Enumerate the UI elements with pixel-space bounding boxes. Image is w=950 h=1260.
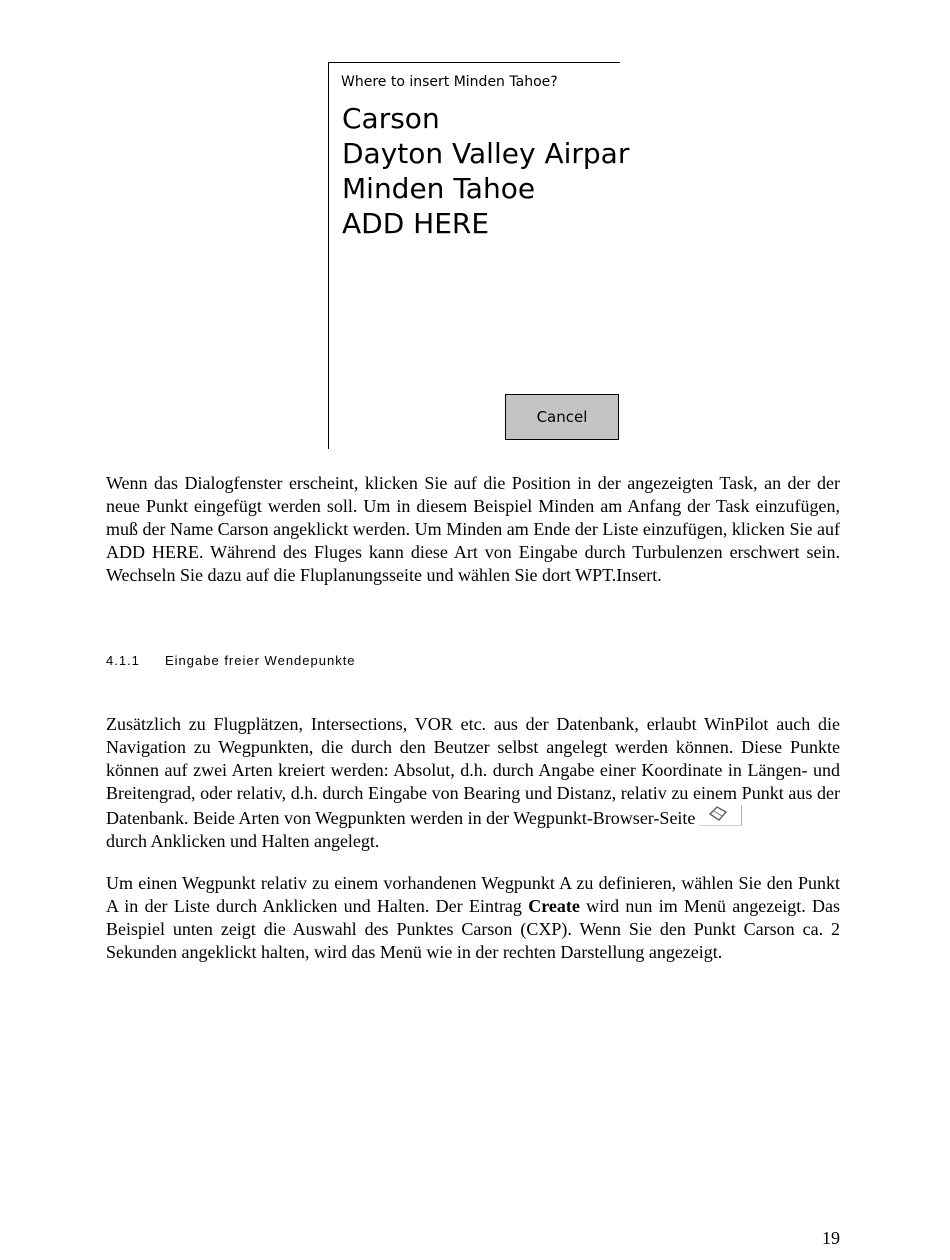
task-item-dayton-valley[interactable]: Dayton Valley Airpar bbox=[342, 137, 630, 170]
task-item-carson[interactable]: Carson bbox=[342, 102, 440, 135]
cancel-button[interactable]: Cancel bbox=[505, 394, 619, 440]
paragraph-relative-waypoint bbox=[106, 872, 840, 964]
dialog-title: Where to insert Minden Tahoe? bbox=[341, 74, 558, 90]
create-keyword: Create bbox=[528, 896, 580, 916]
paragraph-free-waypoints bbox=[106, 713, 840, 853]
section-number: 4.1.1 bbox=[106, 653, 140, 668]
task-item-add-here[interactable]: ADD HERE bbox=[342, 207, 490, 240]
paragraph-text-part2: wird nun im Menü angezeigt. Das Beispiel unten zeigt die Auswahl des Punktes Carson (CXP). Wenn Sie den Punkt Carson ca. 2 Sekunden angeklickt halten, wird das Menü wie in der rechten Darstellung angezeigt. bbox=[106, 896, 840, 962]
paragraph-text-after-icon: durch Anklicken und Halten angelegt. bbox=[106, 831, 380, 851]
section-heading bbox=[106, 653, 356, 668]
paragraph-text-part1: Um einen Wegpunkt relativ zu einem vorhandenen Wegpunkt A zu definieren, wählen Sie den Punkt A in der Liste durch Anklicken und Halten. Der Eintrag bbox=[106, 873, 840, 916]
insert-waypoint-dialog bbox=[328, 62, 630, 449]
section-title: Eingabe freier Wendepunkte bbox=[165, 653, 356, 668]
paragraph-insert-instructions: Wenn das Dialogfenster erscheint, klicken Sie auf die Position in der angezeigten Task, an der der neue Punkt eingefügt werden soll. Um in diesem Beispiel Minden am Anfang der Task einzufügen, muß der Name Carson angeklickt werden. Um Minden am Ende der Liste einzufügen, klicken Sie auf ADD HERE. Während des Fluges kann diese Art von Eingabe durch Turbulenzen erschwert sein. Wechseln Sie dazu auf die Fluplanungsseite und wählen Sie dort WPT.Insert. bbox=[106, 473, 840, 585]
paragraph-text-before-icon: Zusätzlich zu Flugplätzen, Intersections, VOR etc. aus der Datenbank, erlaubt WinPilot auch die Navigation zu Wegpunkten, die durch den Beutzer selbst angelegt werden können. Diese Punkte können auf zwei Arten kreiert werden: Absolut, d.h. durch Angabe einer Koordinate in Längen- und Breitengrad, oder relativ, d.h. durch Eingabe von Bearing und Distanz, relativ zu einem Punkt aus der Datenbank. Beide Arten von Wegpunkten werden in der Wegpunkt-Browser-Seite bbox=[106, 714, 840, 828]
task-point-list bbox=[342, 101, 629, 241]
eraser-icon bbox=[699, 805, 742, 826]
task-item-minden-tahoe[interactable]: Minden Tahoe bbox=[342, 172, 536, 205]
page-number: 19 bbox=[822, 1228, 840, 1248]
